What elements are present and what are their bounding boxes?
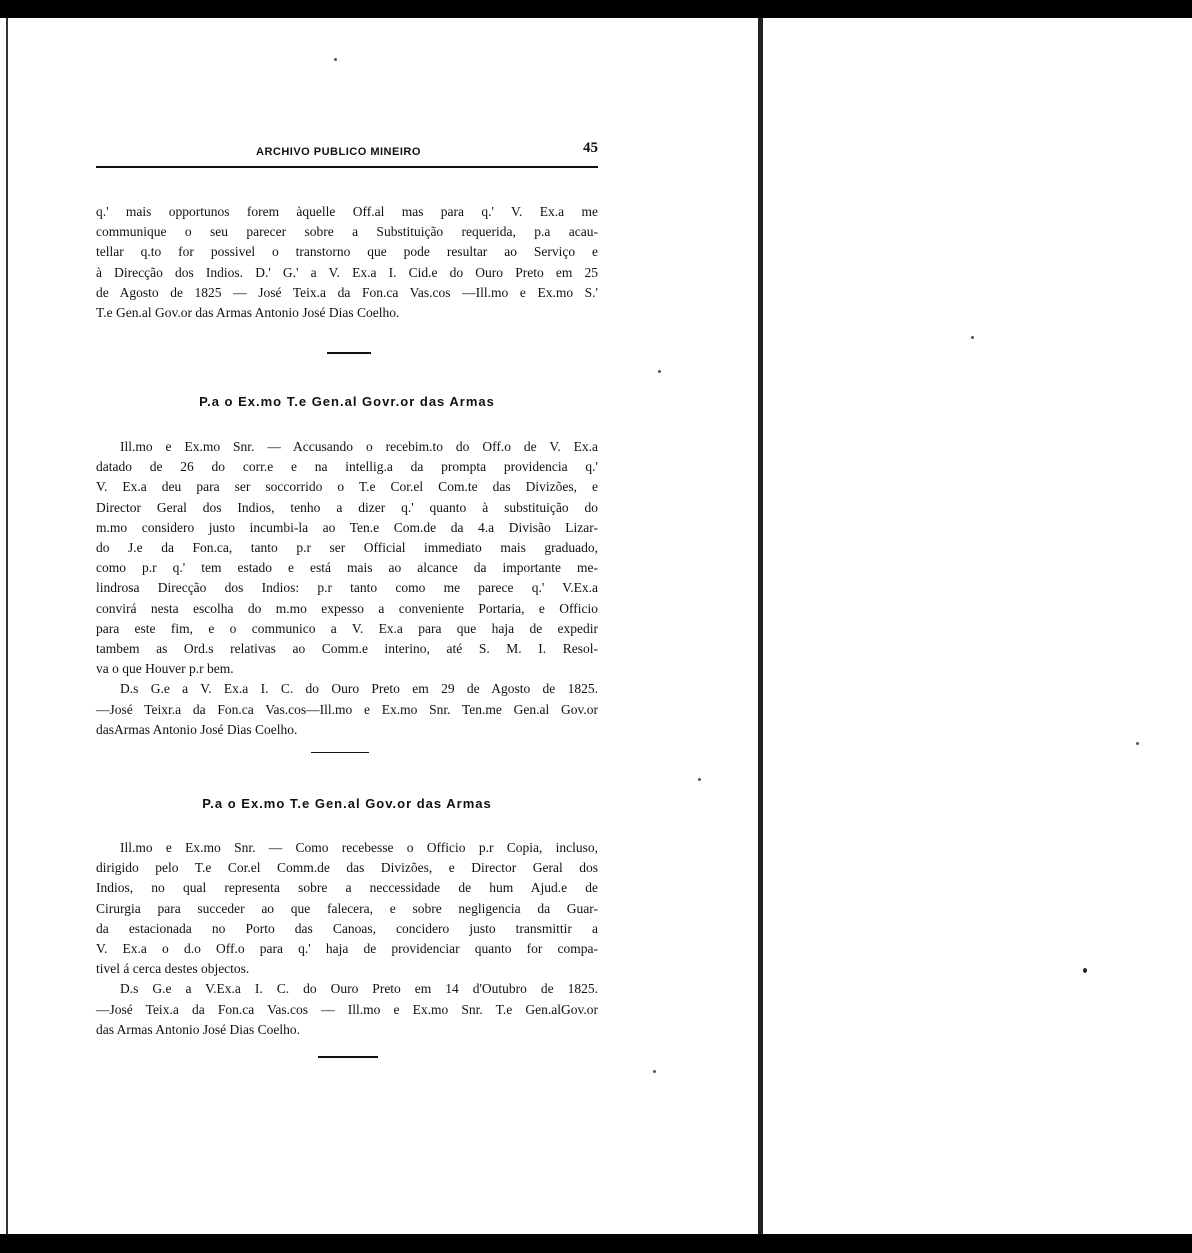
text-line: Cirurgia para succeder ao que falecera, e sobre negligencia da Guar- xyxy=(96,900,598,916)
scan-speck xyxy=(698,778,701,781)
text-line: V. Ex.a o d.o Off.o para q.' haja de providenciar quanto for compa- xyxy=(96,941,598,957)
text-line: do J.e da Fon.ca, tanto p.r ser Official immediato mais graduado, xyxy=(96,540,598,556)
opening-paragraph xyxy=(96,202,598,323)
text-line: à Direcção dos Indios. D.' G.' a V. Ex.a I. Cid.e do Ouro Preto em 25 xyxy=(96,264,598,280)
text-line: datado de 26 do corr.e e na intellig.a da prompta providencia q.' xyxy=(96,459,598,475)
text-line: de Agosto de 1825 — José Teix.a da Fon.ca Vas.cos —Ill.mo e Ex.mo S.' xyxy=(96,284,598,300)
text-line: tivel á cerca destes objectos. xyxy=(96,961,250,977)
page-number: 45 xyxy=(583,140,598,156)
closing-line: D.s G.e a V.Ex.a I. C. do Ouro Preto em 14 d'Outubro de 1825. xyxy=(120,981,598,997)
scan-speck xyxy=(334,58,337,61)
scan-speck xyxy=(1083,968,1087,973)
text-line: tambem as Ord.s relativas ao Comm.e interino, até S. M. I. Resol- xyxy=(96,641,598,657)
closing-line: das Armas Antonio José Dias Coelho. xyxy=(96,1021,300,1037)
section-divider xyxy=(327,352,371,354)
page-header xyxy=(96,140,598,168)
text-line: communique o seu parecer sobre a Substituição requerida, p.a acau- xyxy=(96,224,598,240)
text-line: Ill.mo e Ex.mo Snr. — Accusando o recebim.to do Off.o de V. Ex.a xyxy=(120,439,598,454)
text-line: q.' mais opportunos forem àquelle Off.al mas para q.' V. Ex.a me xyxy=(96,204,598,219)
text-line: Ill.mo e Ex.mo Snr. — Como recebesse o Officio p.r Copia, incluso, xyxy=(120,840,598,855)
text-line: para este fim, e o communico a V. Ex.a para que haja de expedir xyxy=(96,620,598,636)
text-line: lindrosa Direcção dos Indios: p.r tanto como me parece q.' V.Ex.a xyxy=(96,580,598,596)
closing-line: —José Teix.a da Fon.ca Vas.cos — Ill.mo e Ex.mo Snr. T.e Gen.alGov.or xyxy=(96,1001,598,1017)
text-line: va o que Houver p.r bem. xyxy=(96,661,234,677)
section-divider xyxy=(318,1056,378,1058)
letter-2-body xyxy=(96,838,598,1040)
text-line: m.mo considero justo incumbi-la ao Ten.e Com.de da 4.a Divisão Lizar- xyxy=(96,519,598,535)
letter-1-body xyxy=(96,437,598,740)
text-line: dirigido pelo T.e Cor.el Comm.de das Divizões, e Director Geral dos xyxy=(96,860,598,876)
text-line: como p.r q.' tem estado e está mais ao alcance da importante me- xyxy=(96,560,598,576)
text-line: V. Ex.a deu para ser soccorrido o T.e Cor.el Com.te das Divizões, e xyxy=(96,479,598,495)
text-line: da estacionada no Porto das Canoas, concidero justo transmittir a xyxy=(96,920,598,936)
scan-speck xyxy=(653,1070,656,1073)
text-line: T.e Gen.al Gov.or das Armas Antonio José Dias Coelho. xyxy=(96,305,400,321)
letter-1-heading: P.a o Ex.mo T.e Gen.al Govr.or das Armas xyxy=(199,394,495,409)
letter-2-heading: P.a o Ex.mo T.e Gen.al Gov.or das Armas xyxy=(202,796,492,811)
scan-speck xyxy=(971,336,974,339)
right-page xyxy=(763,18,1192,1234)
closing-line: dasArmas Antonio José Dias Coelho. xyxy=(96,721,298,737)
text-line: tellar q.to for possivel o transtorno que pode resultar ao Serviço e xyxy=(96,244,598,260)
closing-line: D.s G.e a V. Ex.a I. C. do Ouro Preto em 29 de Agosto de 1825. xyxy=(120,681,598,697)
closing-line: —José Teixr.a da Fon.ca Vas.cos—Ill.mo e Ex.mo Snr. Ten.me Gen.al Gov.or xyxy=(96,701,598,717)
text-line: convirá nesta escolha do m.mo expesso a conveniente Portaria, e Officio xyxy=(96,600,598,616)
text-line: Director Geral dos Indios, tenho a dizer q.' quanto à substituição do xyxy=(96,499,598,515)
scan-speck xyxy=(1136,742,1139,745)
text-line: Indios, no qual representa sobre a neccessidade de hum Ajud.e de xyxy=(96,880,598,896)
scan-speck xyxy=(658,370,661,373)
running-title: ARCHIVO PUBLICO MINEIRO xyxy=(256,146,421,158)
section-divider xyxy=(311,752,369,753)
